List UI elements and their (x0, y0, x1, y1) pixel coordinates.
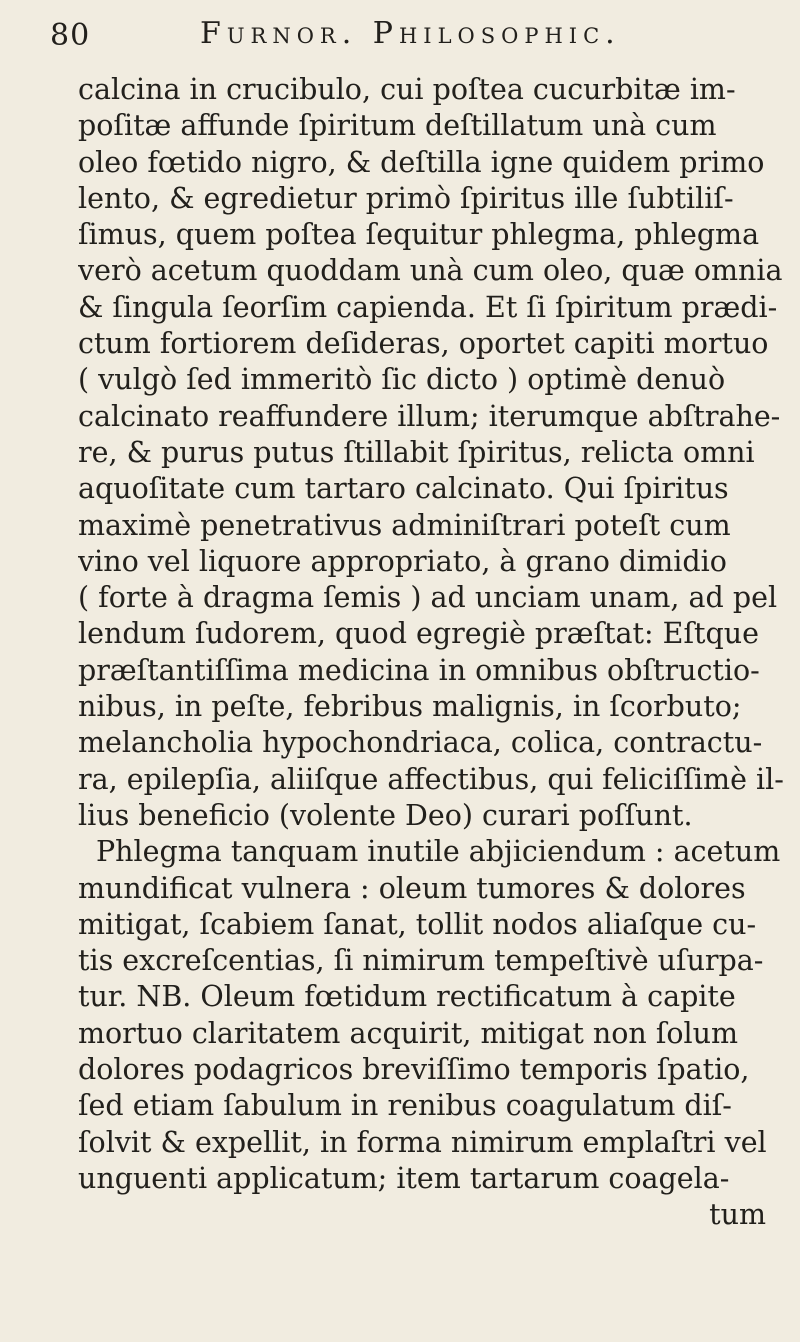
text-line: vino vel liquore appropriato, à grano dimidio (78, 544, 727, 578)
text-line: Phlegma tanquam inutile abjiciendum : acetum (96, 835, 781, 869)
body-text (78, 72, 790, 1234)
text-line: mortuo claritatem acquirit, mitigat non ſolum (78, 1016, 739, 1050)
catchword: tum (709, 1198, 766, 1232)
page-header (50, 14, 780, 54)
text-line: mitigat, ſcabiem ſanat, tollit nodos aliaſque cu- (78, 907, 757, 941)
page-number: 80 (50, 18, 91, 53)
text-line: & ſingula ſeorſim capienda. Et ſi ſpiritum prædi- (78, 290, 778, 324)
text-line: ctum fortiorem deſideras, oportet capiti mortuo (78, 327, 769, 361)
text-line: poſitæ affunde ſpiritum deſtillatum unà cum (78, 109, 717, 143)
text-line: dolores podagricos breviſſimo temporis ſpatio, (78, 1053, 750, 1087)
text-line: mundificat vulnera : oleum tumores & dolores (78, 871, 746, 905)
text-line: ſed etiam ſabulum in renibus coagulatum diſ- (78, 1089, 732, 1123)
text-line: calcina in crucibulo, cui poſtea cucurbitæ im- (78, 73, 736, 106)
text-line: ra, epilepſia, aliiſque affectibus, qui feliciſſimè il- (78, 762, 784, 796)
text-line: tis excreſcentias, ſi nimirum tempeſtivè uſurpa- (78, 944, 764, 978)
text-line: ( forte à dragma ſemis ) ad unciam unam, ad pel (78, 581, 778, 615)
text-line: lius beneficio (volente Deo) curari poſſunt. (78, 798, 693, 832)
text-line: tur. NB. Oleum fœtidum rectificatum à capite (78, 980, 736, 1014)
text-line: præſtantiſſima medicina in omnibus obſtructio- (78, 653, 760, 687)
text-line: calcinato reaffundere illum; iterumque abſtrahe- (78, 399, 781, 433)
text-line: verò acetum quoddam unà cum oleo, quæ omnia (78, 254, 783, 288)
text-line: unguenti applicatum; item tartarum coagela- (78, 1161, 730, 1195)
running-title: Furnor. Philosophic. (200, 16, 621, 51)
text-line: oleo fœtido nigro, & deſtilla igne quidem primo (78, 145, 765, 179)
text-line: nibus, in peſte, febribus malignis, in ſcorbuto; (78, 690, 742, 724)
text-line: maximè penetrativus adminiſtrari poteſt cum (78, 508, 731, 542)
text-line: ſimus, quem poſtea ſequitur phlegma, phlegma (78, 218, 760, 252)
text-line: melancholia hypochondriaca, colica, contractu- (78, 726, 763, 760)
text-line: lento, & egredietur primò ſpiritus ille ſubtiliſ- (78, 181, 734, 215)
text-line: lendum ſudorem, quod egregiè præſtat: Eſtque (78, 617, 759, 651)
text-line: ſolvit & expellit, in forma nimirum emplaſtri vel (78, 1125, 767, 1159)
text-line: re, & purus putus ſtillabit ſpiritus, relicta omni (78, 435, 755, 469)
text-line: ( vulgò ſed immeritò ſic dicto ) optimè denuò (78, 363, 726, 397)
text-line: aquoſitate cum tartaro calcinato. Qui ſpiritus (78, 472, 729, 506)
